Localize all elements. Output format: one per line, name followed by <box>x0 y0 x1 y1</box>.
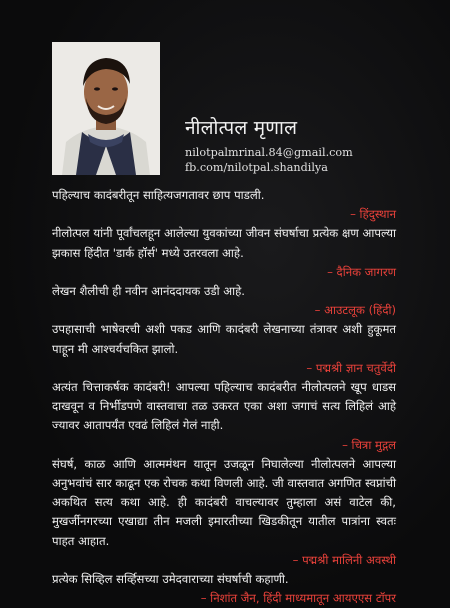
review-quote-source: – हिंदुस्थान <box>350 207 396 222</box>
author-email: nilotpalmrinal.84@gmail.com <box>185 146 353 159</box>
review-quote-text: संघर्ष, काळ आणि आत्ममंथन यातून उजळून निघालेल्या नीलोत्पलने आपल्या अनुभवांचं सार काढून एक रोचक कथा विणली आहे. जी वास्तवात अगणित स्वप्नांची अकथित सत्य कथा आहे. ही कादंबरी वाचल्यावर तुम्हाला असं वाटेल की, मुखर्जीनगरच्या एखाद्या तीन मजली इमारतीच्या खिडकीतून यातील पात्रांना स्वतः पाहत आहात. <box>52 456 396 548</box>
review-quote-source: – आउटलूक (हिंदी) <box>314 303 396 318</box>
review-quote-text: प्रत्येक सिव्हिल सर्व्हिसच्या उमेदवाराच्या संघर्षाची कहाणी. <box>52 572 289 587</box>
review-quote-text: लेखन शैलीची ही नवीन आनंददायक उडी आहे. <box>52 284 245 299</box>
author-facebook: fb.com/nilotpal.shandilya <box>185 161 328 174</box>
review-quote-source: – चित्रा मुद्गल <box>342 437 396 452</box>
review-quote-source: – पद्मश्री ज्ञान चतुर्वेदी <box>306 360 396 375</box>
review-quote-source: – निशांत जैन, हिंदी माध्यमातून आयएएस टॉपर <box>200 591 396 606</box>
review-quote-source: – पद्मश्री मालिनी अवस्थी <box>292 552 396 567</box>
review-quote-text: उपहासाची भाषेवरची अशी पकड आणि कादंबरी लेखनाच्या तंत्रावर अशी हुकूमत पाहून मी आश्चर्यचकित झालो. <box>52 322 396 356</box>
author-photo <box>52 42 160 175</box>
review-quote-text: पहिल्याच कादंबरीतून साहित्यजगतावर छाप पाडली. <box>52 188 265 202</box>
author-contact <box>185 145 353 175</box>
author-name: नीलोत्पल मृणाल <box>185 117 298 139</box>
review-quote-source: – दैनिक जागरण <box>327 264 396 279</box>
review-quotes <box>52 186 396 608</box>
author-portrait-image <box>52 42 160 175</box>
review-quote-text: अत्यंत चित्ताकर्षक कादंबरी! आपल्या पहिल्याच कादंबरीत नीलोत्पलने खूप धाडस दाखवून व निर्भीडपणे वास्तवाचा तळ उकरत एका अशा जगाचं सत्य लिहिलं आहे ज्यावर आतापर्यंत एवढं लिहिलं गेलं नाही. <box>52 380 396 433</box>
review-quote-text: नीलोत्पल यांनी पूर्वांचलहून आलेल्या युवकांच्या जीवन संघर्षाचा प्रत्येक क्षण आपल्या झकास हिंदीत 'डार्क हॉर्स' मध्ये उतरवला आहे. <box>52 226 396 260</box>
